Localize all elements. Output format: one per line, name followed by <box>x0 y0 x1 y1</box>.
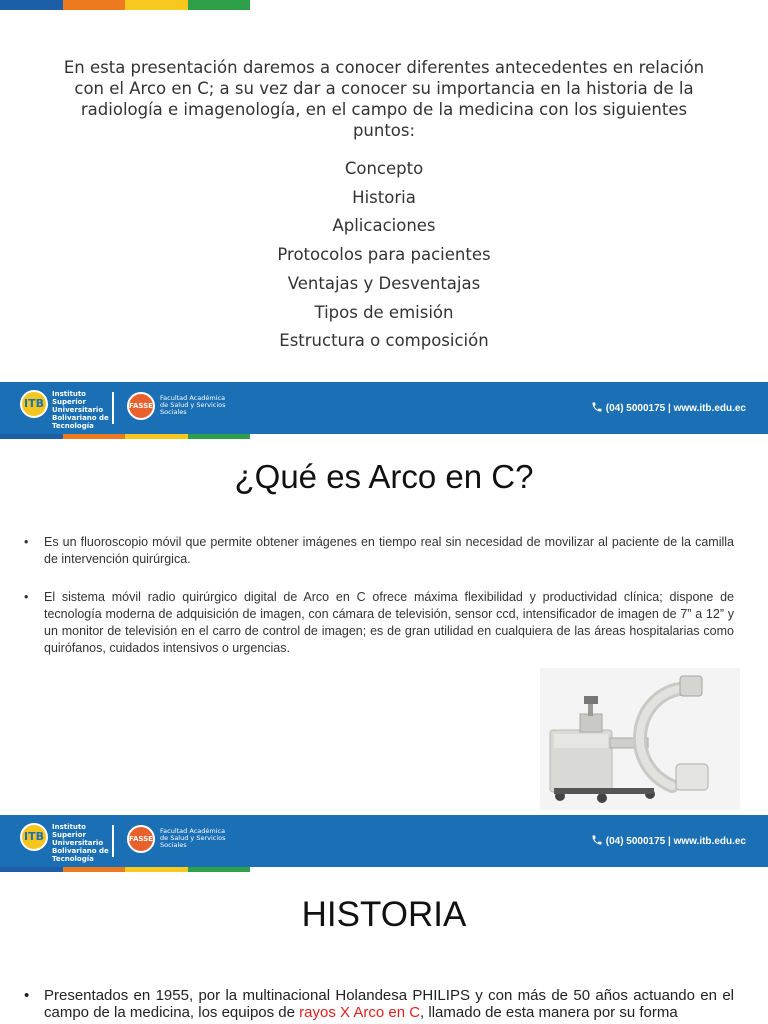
fasse-name: Facultad Académica de Salud y Servicios Sociales <box>160 827 226 849</box>
bullet-text: Presentados en 1955, por la multinacional Holandesa PHILIPS y con más de 50 años actuando en el campo de la medicina, los equipos de <box>44 987 734 1021</box>
bullet-item <box>24 589 734 657</box>
topic-item: Tipos de emisión <box>314 302 454 322</box>
bullet-text-cont: , llamado de esta manera por su forma <box>420 1004 678 1021</box>
bullet-text: Es un fluoroscopio móvil que permite obtener imágenes en tiempo real sin necesidad de movilizar al paciente de la camilla de intervención quirúrgica. <box>44 535 734 566</box>
footer-divider <box>112 825 114 857</box>
bullet-dot: • <box>24 535 29 549</box>
bullet-list <box>24 534 734 657</box>
itb-logo: ITB <box>20 823 48 851</box>
itb-name: Instituto Superior Universitario Bolivariano de Tecnología <box>52 823 109 863</box>
intro-paragraph: En esta presentación daremos a conocer diferentes antecedentes en relación con el Arco en C; a su vez dar a conocer su importancia en la historia de la radiología e imagenología, en el campo de la medicina con los siguientes puntos: <box>63 58 705 140</box>
stripe-blue <box>0 867 63 872</box>
topic-item: Historia <box>352 187 416 207</box>
footer-stripe <box>0 434 250 439</box>
topic-item: Protocolos para pacientes <box>277 245 491 265</box>
stripe-yellow <box>125 867 188 872</box>
bullet-item <box>24 987 734 1021</box>
itb-name: Instituto Superior Universitario Bolivariano de Tecnología <box>52 390 109 430</box>
contact-info <box>591 401 746 414</box>
stripe-orange <box>63 867 126 872</box>
slide-footer <box>0 815 768 867</box>
stripe-yellow <box>125 434 188 439</box>
fasse-logo: FASSE <box>127 825 155 853</box>
stripe-green <box>188 434 251 439</box>
itb-logo: ITB <box>20 390 48 418</box>
bullet-dot: • <box>24 590 29 604</box>
contact-text: (04) 5000175 | www.itb.edu.ec <box>605 403 746 414</box>
stripe-orange <box>63 0 126 10</box>
color-stripe-top <box>0 0 250 10</box>
highlighted-term: rayos X Arco en C <box>299 1004 421 1021</box>
topics-list <box>0 155 768 356</box>
contact-info <box>591 834 746 847</box>
topic-item: Concepto <box>344 159 424 178</box>
slide-title: HISTORIA <box>301 895 467 934</box>
slide-footer <box>0 382 768 434</box>
topic-item: Estructura o composición <box>279 331 489 351</box>
stripe-green <box>188 0 251 10</box>
slide-title: ¿Qué es Arco en C? <box>234 458 534 495</box>
footer-divider <box>112 392 114 424</box>
fasse-name: Facultad Académica de Salud y Servicios Sociales <box>160 394 226 416</box>
c-arm-machine-image <box>540 668 740 810</box>
fasse-logo: FASSE <box>127 392 155 420</box>
phone-icon <box>591 834 603 846</box>
topic-item: Aplicaciones <box>332 216 436 236</box>
stripe-blue <box>0 434 63 439</box>
phone-icon <box>591 401 603 413</box>
stripe-yellow <box>125 0 188 10</box>
footer-stripe <box>0 867 250 872</box>
bullet-item <box>24 534 734 568</box>
bullet-dot: • <box>24 987 30 1004</box>
stripe-green <box>188 867 251 872</box>
bullet-list <box>24 987 734 1021</box>
contact-text: (04) 5000175 | www.itb.edu.ec <box>605 836 746 847</box>
stripe-orange <box>63 434 126 439</box>
bullet-text: El sistema móvil radio quirúrgico digital de Arco en C ofrece máxima flexibilidad y productividad clínica; dispone de tecnología moderna de adquisición de imagen, con cámara de televisión, sensor ccd, intensificador de imagen de 7” a 12” y un monitor de televisión en el carro de control de imagen; es de gran utilidad en cualquiera de las áreas hospitalarias como quirófanos, cuidados intensivos o urgencias. <box>44 590 734 655</box>
topic-item: Ventajas y Desventajas <box>287 273 481 293</box>
stripe-blue <box>0 0 63 10</box>
